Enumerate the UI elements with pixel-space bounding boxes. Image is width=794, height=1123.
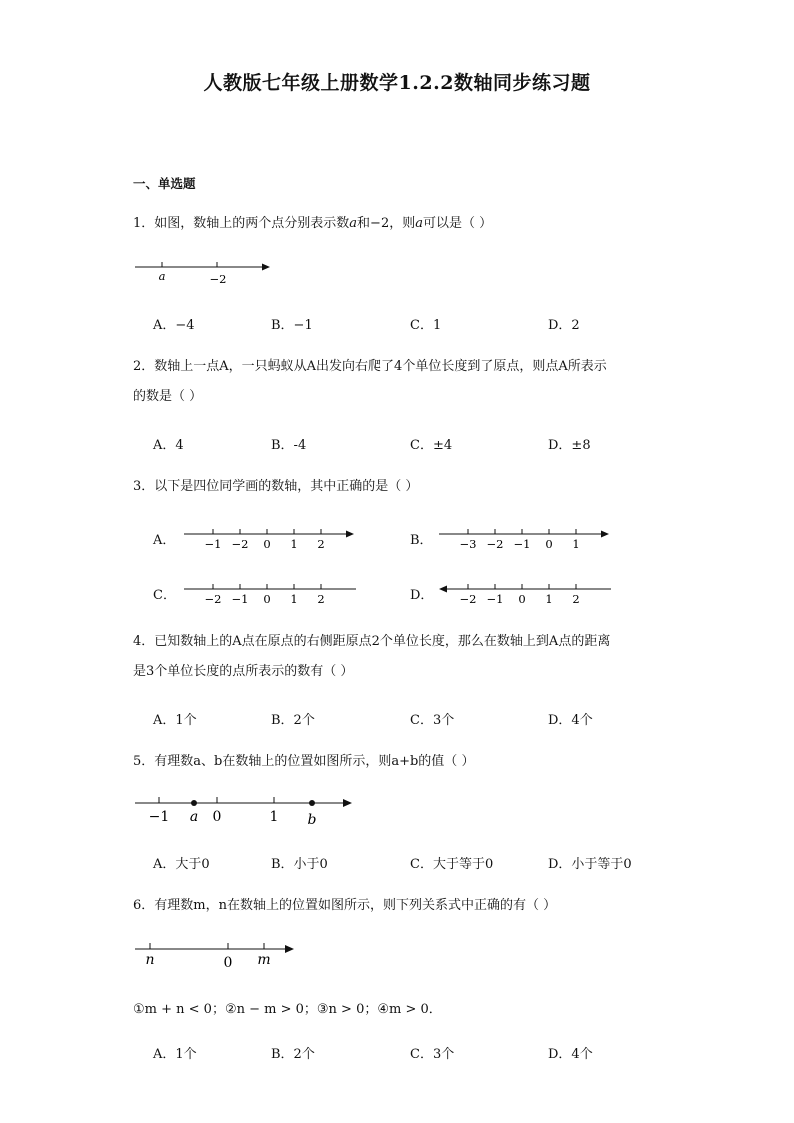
question-3-text: 3．以下是四位同学画的数轴，其中正确的是（ ） xyxy=(133,479,419,494)
q3d-tick-1: −2 xyxy=(459,592,477,606)
q4-option-b[interactable]: B．2个 xyxy=(271,713,315,728)
q5-tick-1: 1 xyxy=(269,809,279,825)
q2-option-b[interactable]: B．-4 xyxy=(271,438,307,453)
q2-line-1: 2．数轴上一点A，一只蚂蚁从A出发向右爬了4个单位长度到了原点，则点A所表示 xyxy=(133,359,607,374)
q2-option-d[interactable]: D．±8 xyxy=(548,438,591,453)
q4-option-a[interactable]: A．1个 xyxy=(153,713,197,728)
q3b-tick-3: −1 xyxy=(513,537,531,551)
q5-option-d[interactable]: D．小于等于0 xyxy=(548,857,632,872)
question-2-text xyxy=(133,352,673,412)
q3-axis-d xyxy=(435,579,615,609)
q6-option-b[interactable]: B．2个 xyxy=(271,1047,315,1062)
q3-option-b-label[interactable]: B． xyxy=(410,533,433,548)
q3a-tick-5: 2 xyxy=(317,537,325,551)
q6-option-c[interactable]: C．3个 xyxy=(410,1047,455,1062)
q3-axis-b xyxy=(435,524,615,554)
q3-axis-a xyxy=(180,524,360,554)
q1-axis-neg2: −2 xyxy=(209,272,227,286)
q5-tick-neg1: −1 xyxy=(148,809,170,825)
q5-point-b: b xyxy=(307,812,317,828)
q6-point-n: n xyxy=(145,952,155,968)
section-heading: 一、单选题 xyxy=(133,176,196,191)
question-4-text xyxy=(133,627,673,687)
q3c-tick-4: 1 xyxy=(290,592,298,606)
q5-tick-0: 0 xyxy=(212,809,222,825)
q6-option-a[interactable]: A．1个 xyxy=(153,1047,197,1062)
q3b-tick-4: 0 xyxy=(545,537,553,551)
q3-axis-c xyxy=(180,579,360,609)
q3b-tick-2: −2 xyxy=(486,537,504,551)
q2-line-2: 的数是（ ） xyxy=(133,389,203,404)
q3b-tick-5: 1 xyxy=(572,537,580,551)
q4-option-d[interactable]: D．4个 xyxy=(548,713,593,728)
q4-option-c[interactable]: C．3个 xyxy=(410,713,455,728)
q3a-tick-4: 1 xyxy=(290,537,298,551)
q6-number-line xyxy=(130,937,310,977)
question-1-text xyxy=(133,209,673,239)
q6-option-d[interactable]: D．4个 xyxy=(548,1047,593,1062)
q3c-tick-5: 2 xyxy=(317,592,325,606)
q3-option-d-label[interactable]: D． xyxy=(410,588,434,603)
q3d-tick-3: 0 xyxy=(518,592,526,606)
q6-point-m: m xyxy=(257,952,271,968)
q5-option-a[interactable]: A．大于0 xyxy=(153,857,210,872)
q5-point-a: a xyxy=(189,809,199,825)
q1-option-a[interactable]: A．−4 xyxy=(153,318,195,333)
q5-option-c[interactable]: C．大于等于0 xyxy=(410,857,494,872)
q3b-tick-1: −3 xyxy=(459,537,477,551)
q1-var-a: a xyxy=(349,216,358,231)
q3c-tick-1: −2 xyxy=(204,592,222,606)
q3c-tick-3: 0 xyxy=(263,592,271,606)
q3d-tick-5: 2 xyxy=(572,592,580,606)
q5-option-b[interactable]: B．小于0 xyxy=(271,857,328,872)
page-title: 人教版七年级上册数学1.2.2数轴同步练习题 xyxy=(203,72,591,94)
q1-option-c[interactable]: C．1 xyxy=(410,318,442,333)
q3c-tick-2: −1 xyxy=(231,592,249,606)
q6-relations: ①m + n < 0；②n − m > 0；③n > 0；④m > 0． xyxy=(133,1002,442,1017)
q3-option-a-label[interactable]: A． xyxy=(153,533,176,548)
q3a-tick-2: −2 xyxy=(231,537,249,551)
q1-option-d[interactable]: D．2 xyxy=(548,318,580,333)
q5-number-line xyxy=(130,791,360,831)
q1-text-pre: 1．如图，数轴上的两个点分别表示数 xyxy=(133,216,350,231)
q1-number-line xyxy=(130,255,280,291)
q6-tick-0: 0 xyxy=(223,955,233,971)
q2-option-c[interactable]: C．±4 xyxy=(410,438,453,453)
q1-option-b[interactable]: B．−1 xyxy=(271,318,313,333)
question-5-text: 5．有理数a、b在数轴上的位置如图所示，则a+b的值（ ） xyxy=(133,754,475,769)
q1-text-mid: 和−2，则 xyxy=(357,216,416,231)
q2-option-a[interactable]: A．4 xyxy=(153,438,184,453)
q4-line-2: 是3个单位长度的点所表示的数有（ ） xyxy=(133,664,354,679)
q3-option-c-label[interactable]: C． xyxy=(153,588,176,603)
q3a-tick-3: 0 xyxy=(263,537,271,551)
question-6-text: 6．有理数m，n在数轴上的位置如图所示，则下列关系式中正确的有（ ） xyxy=(133,898,557,913)
q1-text-post: 可以是（ ） xyxy=(422,216,493,231)
q1-axis-a: a xyxy=(158,269,166,283)
q3d-tick-4: 1 xyxy=(545,592,553,606)
q4-line-1: 4．已知数轴上的A点在原点的右侧距原点2个单位长度，那么在数轴上到A点的距离 xyxy=(133,634,611,649)
q3a-tick-1: −1 xyxy=(204,537,222,551)
q3d-tick-2: −1 xyxy=(486,592,504,606)
q1-var-a-2: a xyxy=(415,216,423,231)
